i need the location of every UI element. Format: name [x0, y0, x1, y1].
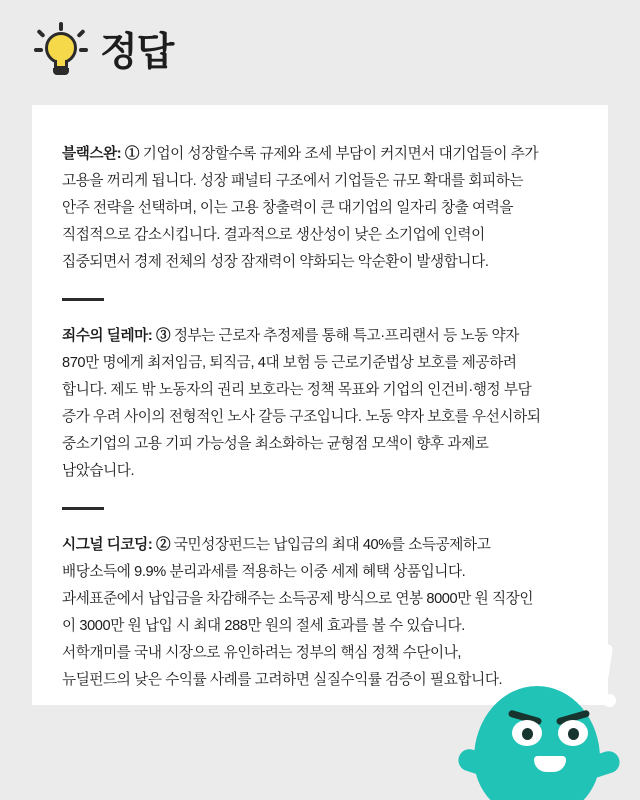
answer-line: 서학개미를 국내 시장으로 유인하려는 정부의 핵심 정책 수단이나, — [62, 644, 462, 661]
page-header — [0, 0, 640, 105]
exclamation-icon — [594, 643, 614, 688]
answer-line: 직접적으로 감소시킵니다. 결과적으로 생산성이 낮은 소기업에 인력이 — [62, 226, 485, 243]
answer-block-prisoners-dilemma — [62, 323, 578, 485]
answer-lead-label: 죄수의 딜레마: ③ — [62, 327, 171, 344]
teal-monster-mascot — [452, 650, 622, 800]
page-title: 정답 — [100, 31, 174, 74]
answer-line: 안주 전략을 선택하며, 이는 고용 창출력이 큰 대기업의 일자리 창출 여력을 — [62, 199, 514, 216]
answer-line: 합니다. 제도 밖 노동자의 권리 보호라는 정책 목표와 기업의 인건비·행정 부담 — [62, 381, 532, 398]
answer-paragraph — [62, 323, 578, 485]
answer-line: 이 3000만 원 납입 시 최대 288만 원의 절세 효과를 볼 수 있습니다. — [62, 617, 465, 634]
answer-line: 기업이 성장할수록 규제와 조세 부담이 커지면서 대기업들이 추가 — [142, 146, 539, 162]
answer-line: 국민성장펀드는 납입금의 최대 40%를 소득공제하고 — [173, 536, 491, 553]
mascot-mouth — [534, 756, 566, 772]
answer-line: 남았습니다. — [62, 462, 135, 479]
answer-card — [32, 105, 608, 705]
answer-paragraph — [62, 141, 578, 276]
section-divider — [62, 507, 104, 510]
answer-block-black-swan — [62, 141, 578, 276]
answer-line: 고용을 꺼리게 됩니다. 성장 패널티 구조에서 기업들은 규모 확대를 회피하는 — [62, 172, 524, 189]
mascot-body — [474, 686, 600, 800]
answer-lead-label: 블랙스완: ① — [62, 146, 140, 162]
section-divider — [62, 298, 104, 301]
answer-line: 중소기업의 고용 기피 가능성을 최소화하는 균형점 모색이 향후 과제로 — [62, 435, 489, 452]
mascot-left-eye — [512, 720, 542, 746]
mascot-right-eye — [558, 720, 588, 746]
answer-line: 870만 명에게 최저임금, 퇴직금, 4대 보험 등 근로기준법상 보호를 제공하려 — [62, 354, 517, 371]
answer-line: 집중되면서 경제 전체의 성장 잠재력이 약화되는 악순환이 발생합니다. — [62, 253, 489, 270]
answer-line: 과세표준에서 납입금을 차감해주는 소득공제 방식으로 연봉 8000만 원 직장인 — [62, 590, 534, 607]
exclamation-dot-icon — [603, 694, 616, 707]
lightbulb-icon — [34, 22, 88, 84]
answer-line: 뉴딜펀드의 낮은 수익률 사례를 고려하면 실질수익률 검증이 필요합니다. — [62, 671, 503, 688]
answer-lead-label: 시그널 디코딩: ② — [62, 536, 171, 553]
answer-line: 배당소득에 9.9% 분리과세를 적용하는 이중 세제 혜택 상품입니다. — [62, 563, 466, 580]
answer-line: 정부는 근로자 추정제를 통해 특고·프리랜서 등 노동 약자 — [173, 327, 519, 344]
answer-line: 증가 우려 사이의 전형적인 노사 갈등 구조입니다. 노동 약자 보호를 우선시하되 — [62, 408, 541, 425]
